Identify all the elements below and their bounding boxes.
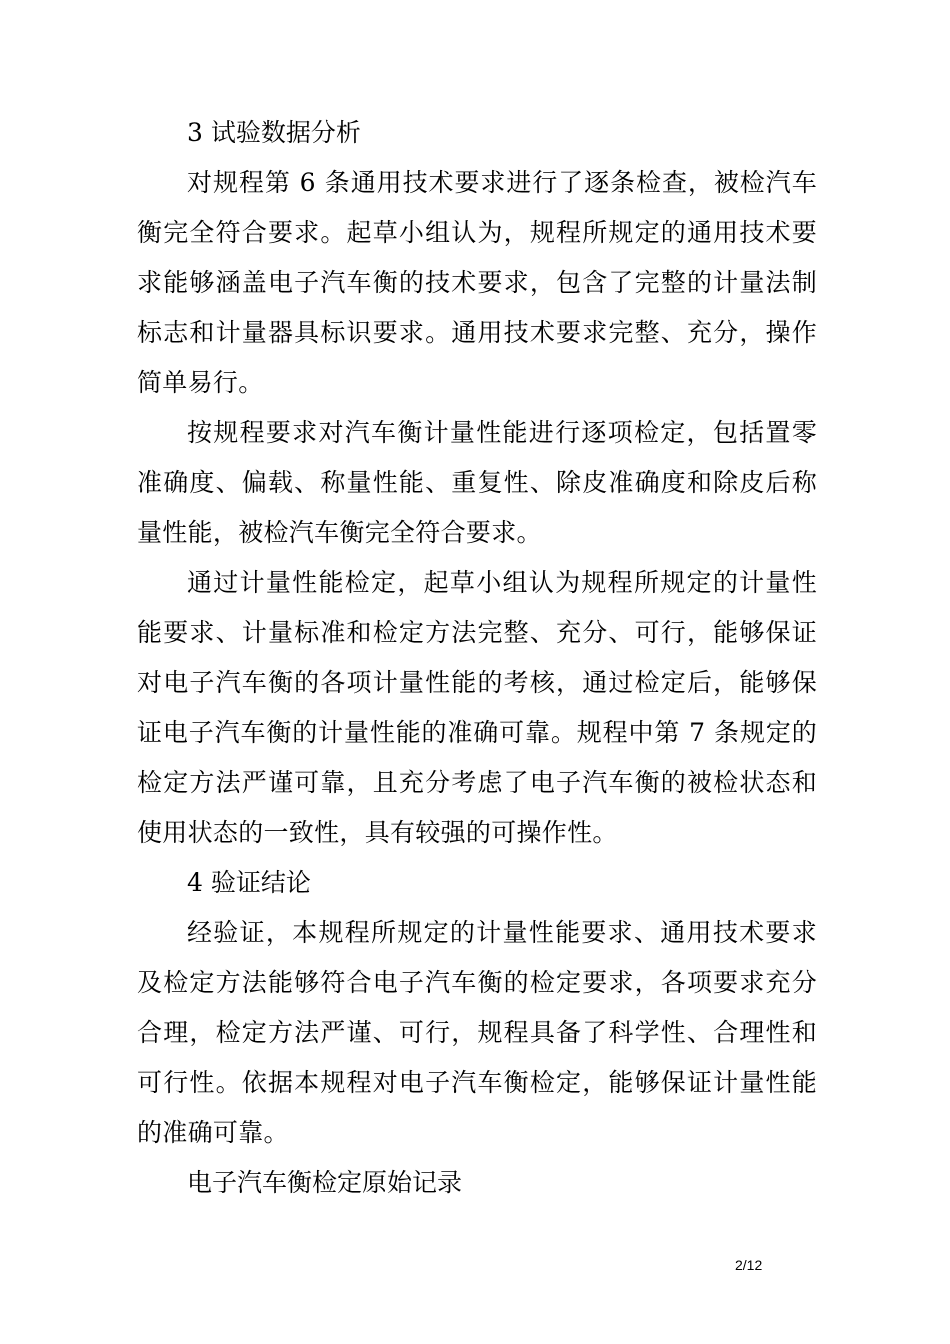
paragraph-metrological-performance: 通过计量性能检定，起草小组认为规程所规定的计量性能要求、计量标准和检定方法完整、充分、可行，能够保证对电子汽车衡的各项计量性能的考核，通过检定后，能够保证电子汽车衡的计量性能的准确可靠。规程中第 7 条规定的检定方法严谨可靠，且充分考虑了电子汽车衡的被检状态和使用状态的一致性，具有较强的可操作性。 [137,568,817,847]
section-heading-verification-conclusion: 4 验证结论 [187,868,311,897]
paragraph-metrological-verification: 按规程要求对汽车衡计量性能进行逐项检定，包括置零准确度、偏载、称量性能、重复性、除皮准确度和除皮后称量性能，被检汽车衡完全符合要求。 [137,418,817,547]
paragraph-conclusion: 经验证，本规程所规定的计量性能要求、通用技术要求及检定方法能够符合电子汽车衡的检定要求，各项要求充分合理，检定方法严谨、可行，规程具备了科学性、合理性和可行性。依据本规程对电子汽车衡检定，能够保证计量性能的准确可靠。 [137,918,817,1147]
section-heading-test-data-analysis: 3 试验数据分析 [187,118,361,147]
paragraph-general-requirements: 对规程第 6 条通用技术要求进行了逐条检查，被检汽车衡完全符合要求。起草小组认为，规程所规定的通用技术要求能够涵盖电子汽车衡的技术要求，包含了完整的计量法制标志和计量器具标识要求。通用技术要求完整、充分，操作简单易行。 [137,168,817,397]
page-number: 2/12 [735,1257,763,1273]
document-body [137,108,817,1208]
section-heading-original-record: 电子汽车衡检定原始记录 [187,1168,463,1197]
